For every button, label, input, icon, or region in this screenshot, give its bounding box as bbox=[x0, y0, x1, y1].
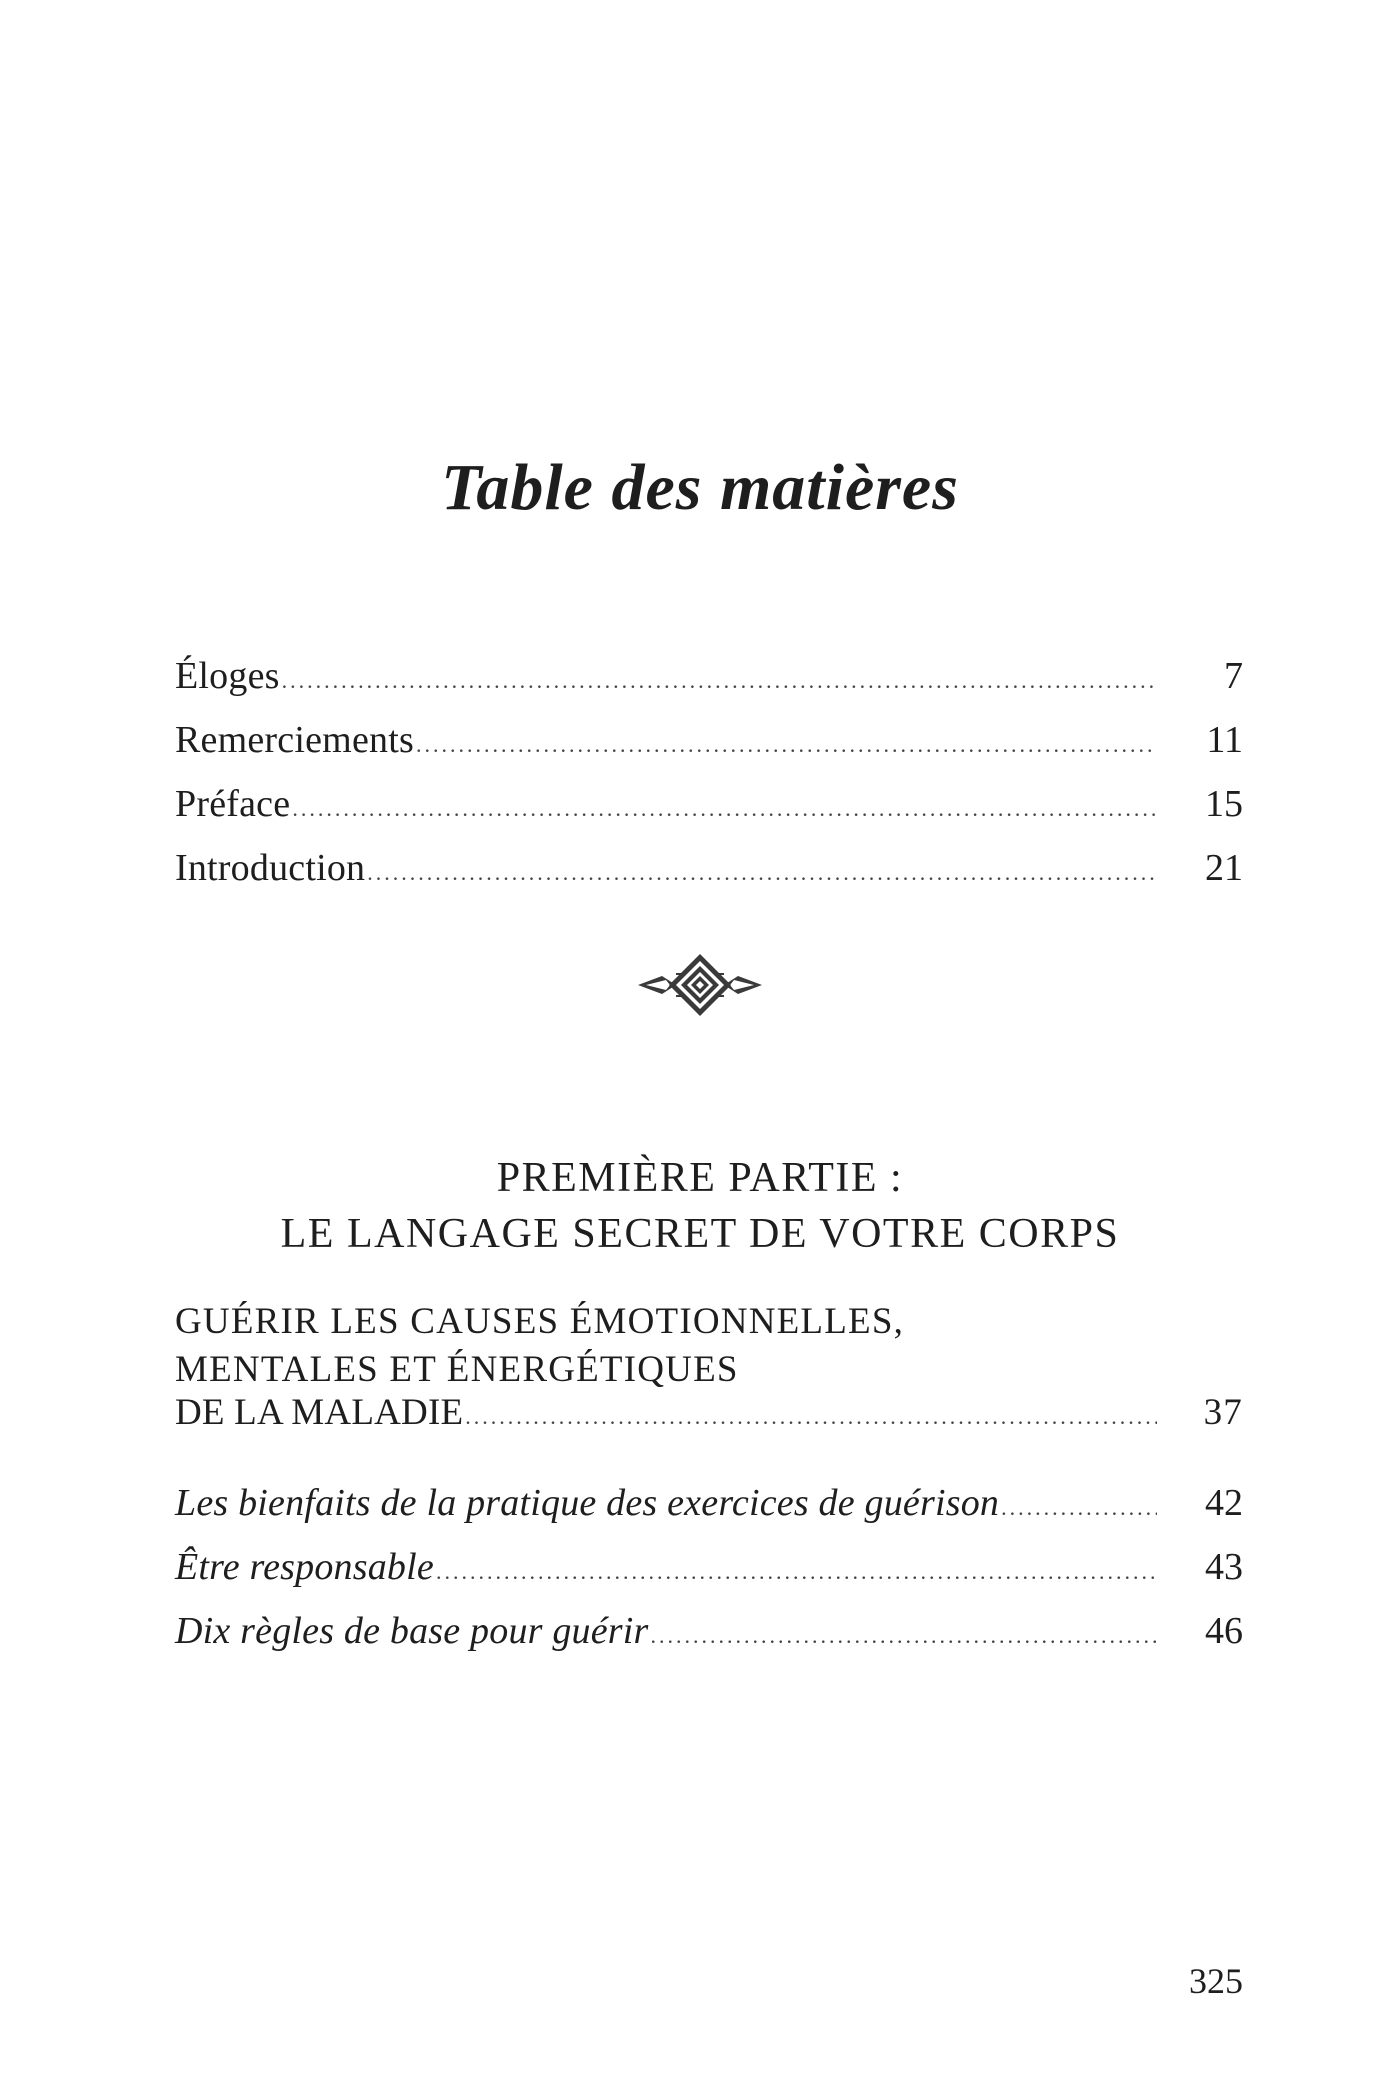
dot-leader bbox=[465, 1392, 1157, 1442]
toc-entry-etre-responsable[interactable] bbox=[175, 1542, 1243, 1592]
toc-entry-label: Les bienfaits de la pratique des exercices de guérison bbox=[175, 1482, 1000, 1524]
toc-entry-page: 46 bbox=[1205, 1610, 1243, 1652]
toc-entry-dix-regles[interactable] bbox=[175, 1606, 1243, 1656]
dot-leader bbox=[292, 784, 1157, 834]
toc-entry-page: 11 bbox=[1206, 719, 1243, 761]
dot-leader bbox=[416, 720, 1157, 770]
toc-entry-page: 42 bbox=[1205, 1482, 1243, 1524]
toc-entry-page: 7 bbox=[1224, 655, 1243, 697]
part-heading-line-1: PREMIÈRE PARTIE : bbox=[496, 1155, 904, 1201]
toc-entry-remerciements[interactable] bbox=[175, 715, 1243, 765]
toc-entry-page: 43 bbox=[1205, 1546, 1243, 1588]
section-heading-line-2: MENTALES ET ÉNERGÉTIQUES bbox=[175, 1349, 739, 1390]
dot-leader bbox=[1001, 1483, 1157, 1533]
toc-entry-page: 37 bbox=[1203, 1392, 1243, 1433]
toc-entry-label: Introduction bbox=[175, 847, 366, 889]
toc-entry-label: Préface bbox=[175, 783, 291, 825]
toc-entry-bienfaits[interactable] bbox=[175, 1478, 1243, 1528]
section-heading-line-1: GUÉRIR LES CAUSES ÉMOTIONNELLES, bbox=[175, 1301, 905, 1342]
toc-entry-label: Être responsable bbox=[175, 1546, 434, 1588]
toc-entry-page: 15 bbox=[1205, 783, 1243, 825]
toc-entry-page: 21 bbox=[1205, 847, 1243, 889]
page-title: Table des matières bbox=[441, 451, 959, 524]
toc-entry-section[interactable] bbox=[175, 1388, 1243, 1438]
toc-entry-introduction[interactable] bbox=[175, 843, 1243, 893]
dot-leader bbox=[367, 848, 1157, 898]
dot-leader bbox=[436, 1547, 1157, 1597]
section-heading-line-3: DE LA MALADIE bbox=[175, 1392, 464, 1433]
dot-leader bbox=[282, 656, 1157, 706]
page-number: 325 bbox=[1189, 1961, 1243, 2001]
dot-leader bbox=[651, 1611, 1157, 1661]
part-heading-line-2: LE LANGAGE SECRET DE VOTRE CORPS bbox=[280, 1211, 1120, 1257]
diamond-ornament-icon bbox=[636, 952, 764, 1018]
toc-entry-label: Dix règles de base pour guérir bbox=[175, 1610, 649, 1652]
toc-entry-preface[interactable] bbox=[175, 779, 1243, 829]
toc-entry-label: Remerciements bbox=[175, 719, 414, 761]
toc-entry-eloges[interactable] bbox=[175, 651, 1243, 701]
toc-entry-label: Éloges bbox=[175, 655, 280, 697]
